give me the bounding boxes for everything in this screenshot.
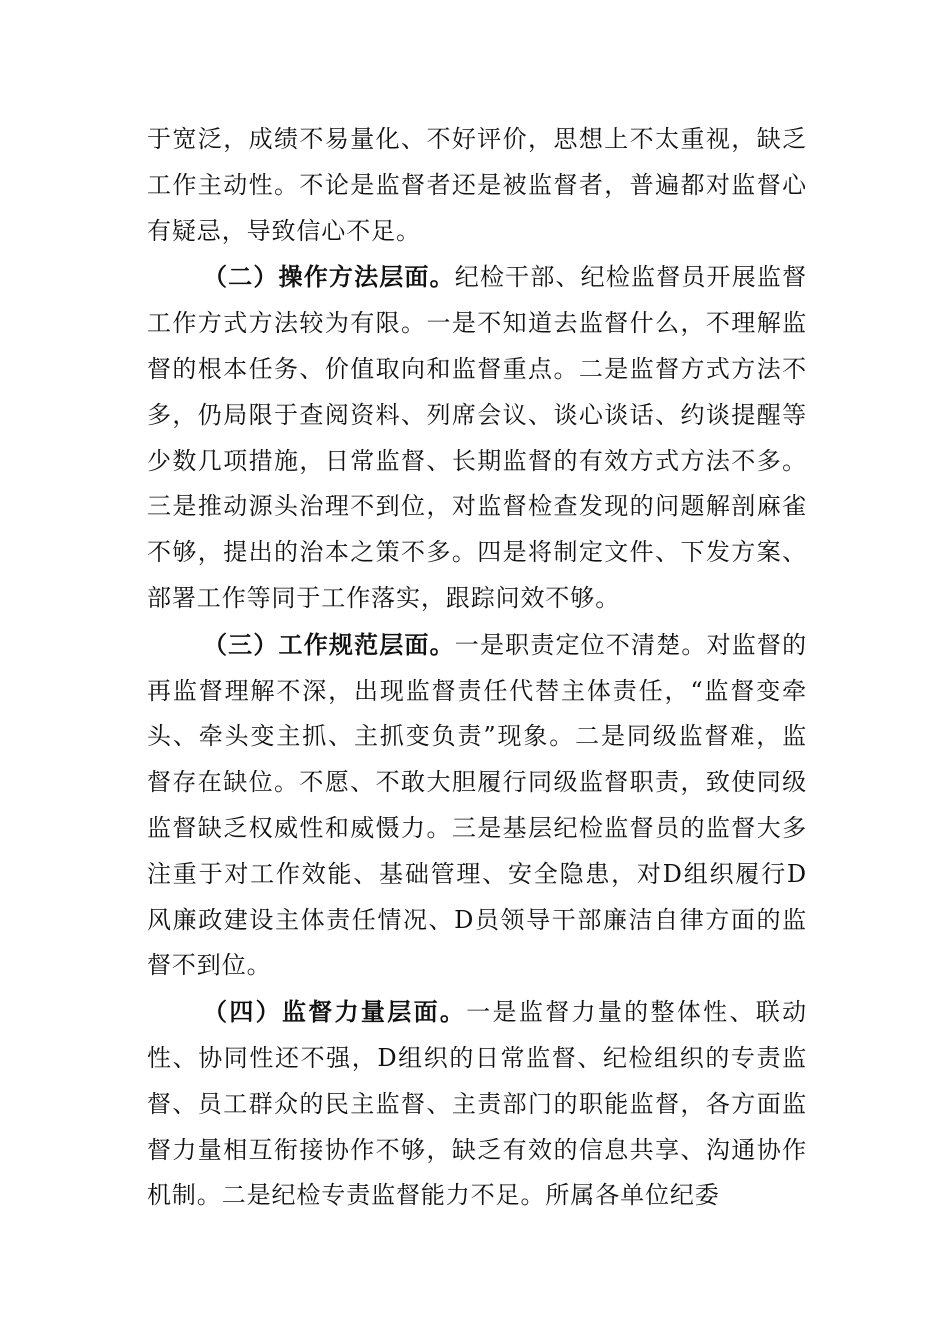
paragraph-text: 于宽泛，成绩不易量化、不好评价，思想上不太重视，缺乏工作主动性。不论是监督者还是被监督者，普遍都对监督心有疑忌，导致信心不足。 bbox=[147, 125, 807, 245]
section-heading-4: （四）监督力量层面。 bbox=[203, 997, 467, 1027]
paragraph-supervision-force bbox=[147, 989, 807, 1219]
document-body bbox=[147, 117, 807, 1219]
section-heading-3: （三）工作规范层面。 bbox=[203, 629, 455, 659]
paragraph-work-norms bbox=[147, 622, 807, 989]
paragraph-text: 一是职责定位不清楚。对监督的再监督理解不深，出现监督责任代替主体责任，“监督变牵头、牵头变主抓、主抓变负责”现象。二是同级监督难，监督存在缺位。不愿、不敢大胆履行同级监督职责，致使同级监督缺乏权威性和威慑力。三是基层纪检监督员的监督大多注重于对工作效能、基础管理、安全隐患，对D组织履行D风廉政建设主体责任情况、D员领导干部廉洁自律方面的监督不到位。 bbox=[147, 630, 807, 980]
paragraph-continuation bbox=[147, 117, 807, 254]
paragraph-operation-methods bbox=[147, 254, 807, 621]
paragraph-text: 一是监督力量的整体性、联动性、协同性还不强，D组织的日常监督、纪检组织的专责监督、员工群众的民主监督、主责部门的职能监督，各方面监督力量相互衔接协作不够，缺乏有效的信息共享、沟通协作机制。二是纪检专责监督能力不足。所属各单位纪委 bbox=[147, 998, 808, 1210]
paragraph-text: 纪检干部、纪检监督员开展监督工作方式方法较为有限。一是不知道去监督什么，不理解监督的根本任务、价值取向和监督重点。二是监督方式方法不多，仍局限于查阅资料、列席会议、谈心谈话、约谈提醒等少数几项措施，日常监督、长期监督的有效方式方法不多。三是推动源头治理不到位，对监督检查发现的问题解剖麻雀不够，提出的治本之策不多。四是将制定文件、下发方案、部署工作等同于工作落实，跟踪问效不够。 bbox=[147, 263, 807, 612]
section-heading-2: （二）操作方法层面。 bbox=[203, 262, 455, 292]
